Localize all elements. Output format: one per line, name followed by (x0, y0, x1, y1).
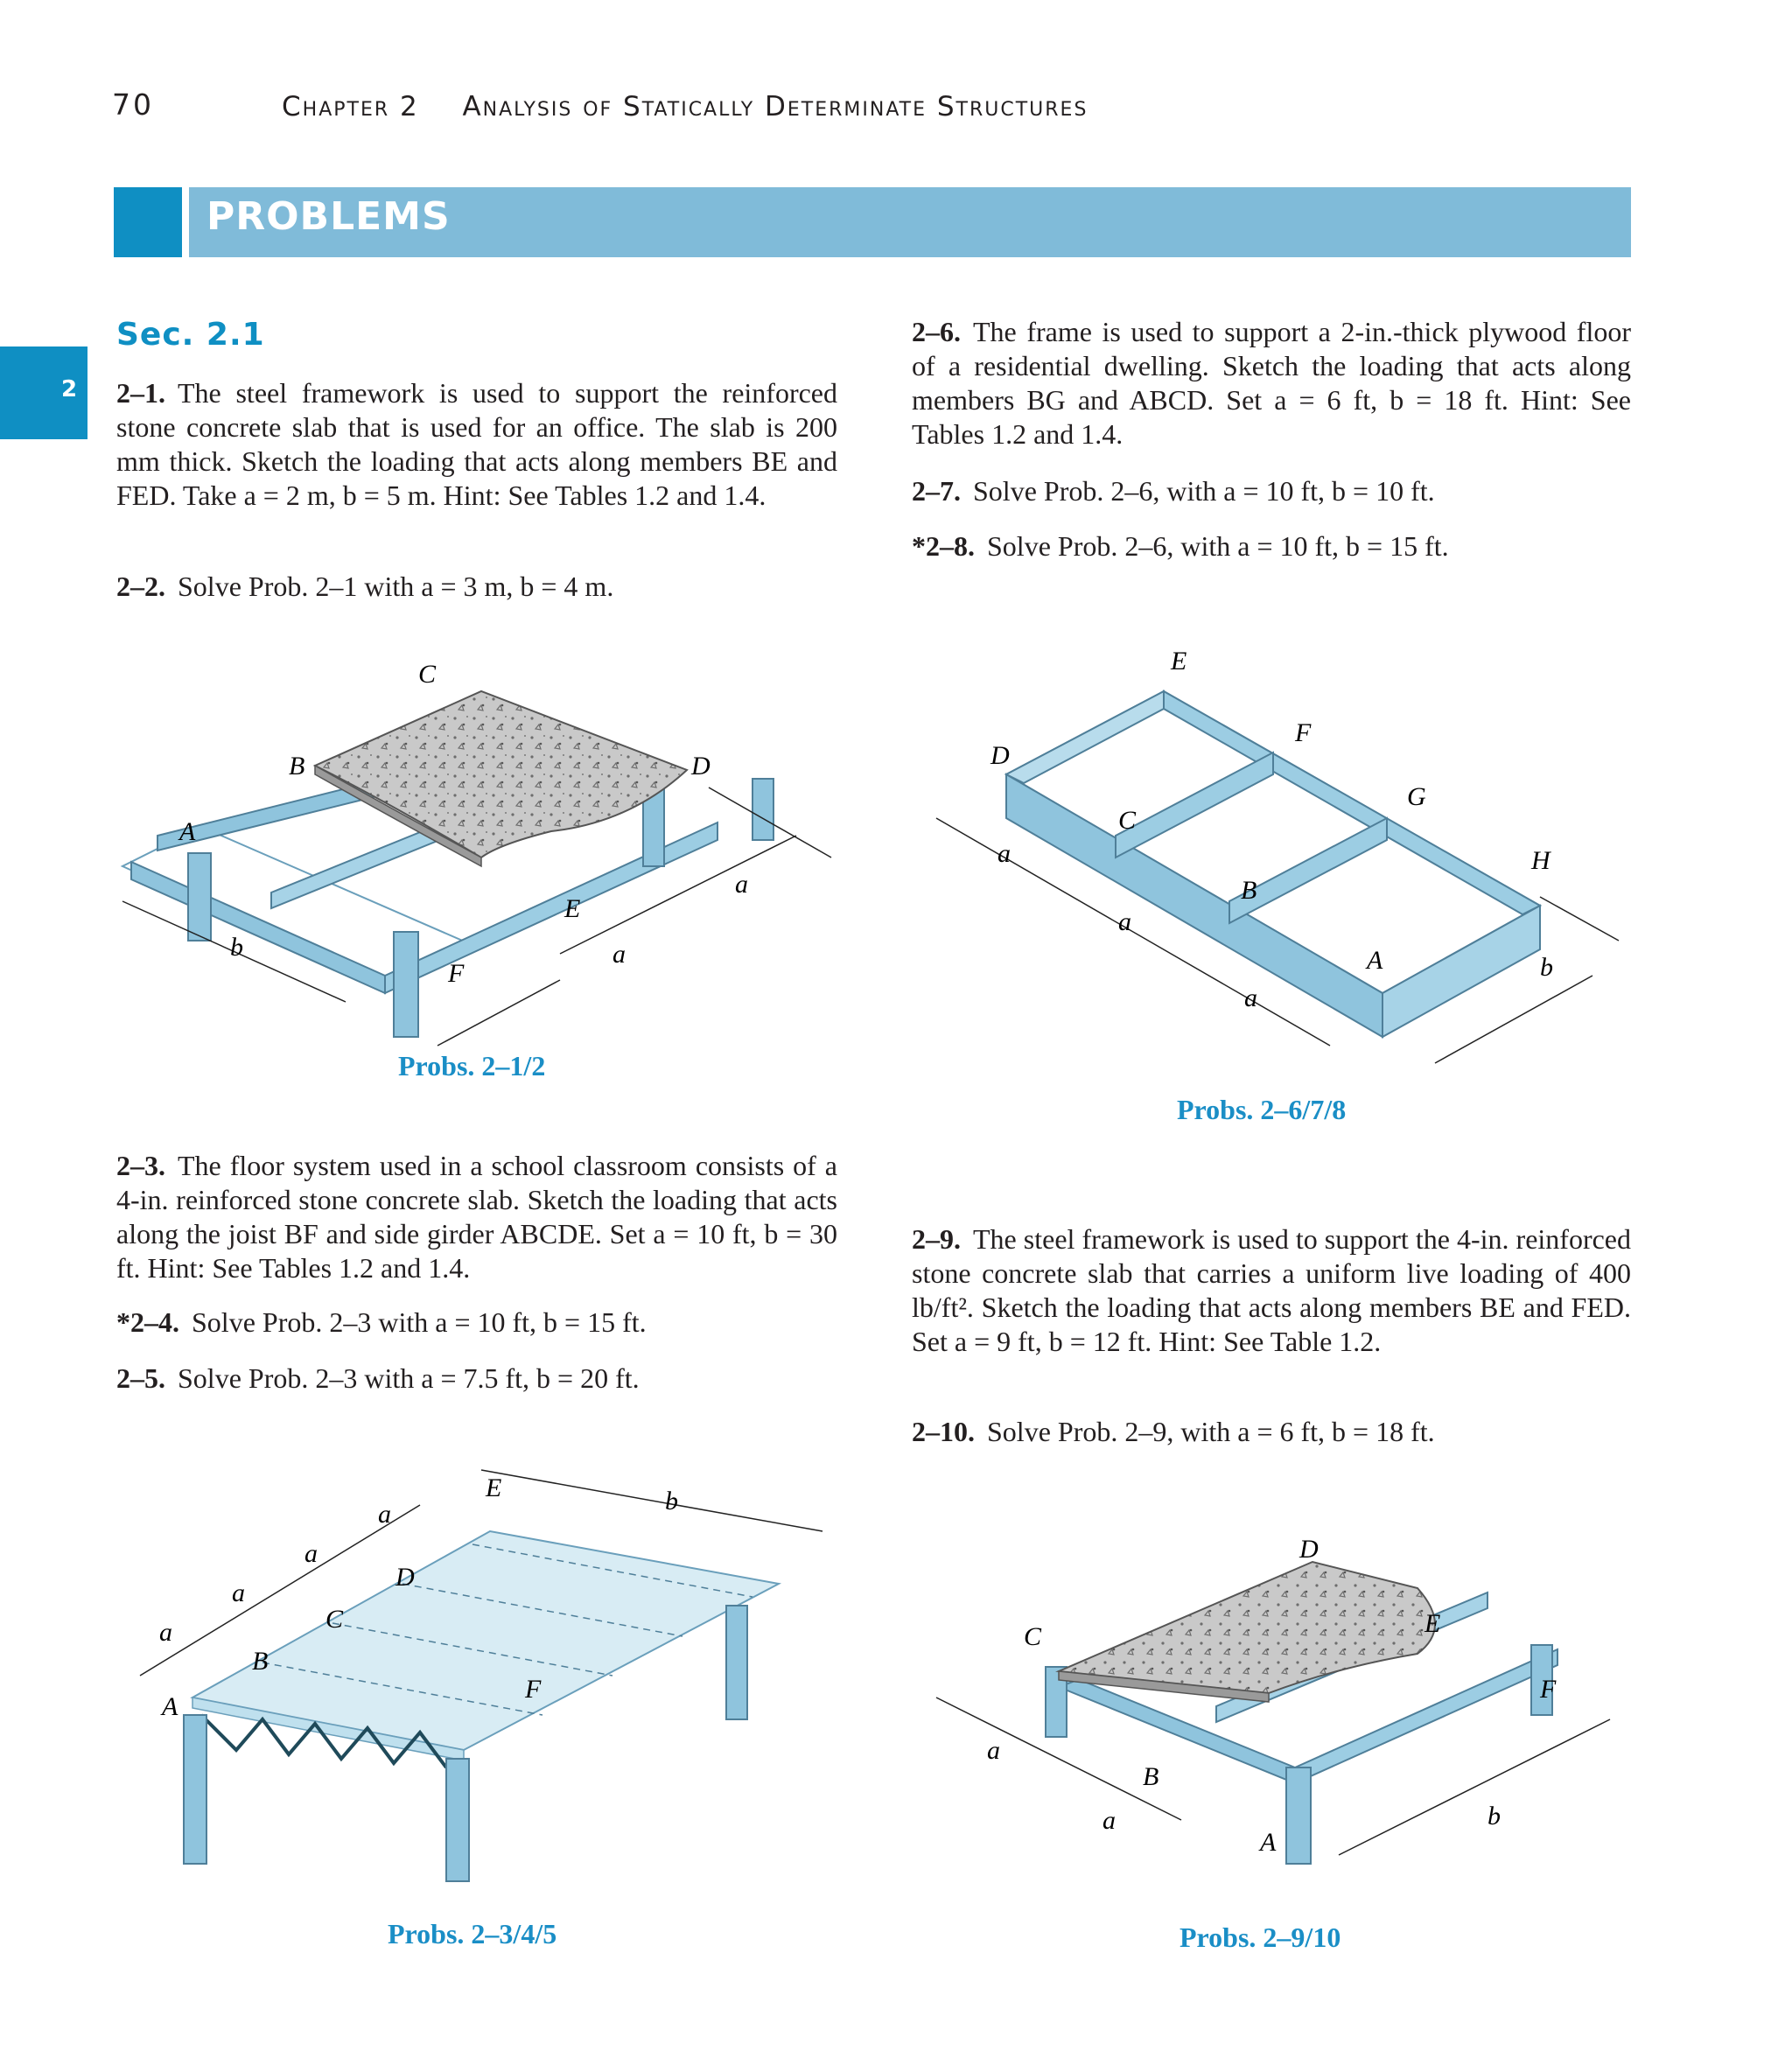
figure-probs-2-1-2 (105, 656, 858, 1059)
problem-number: 2–6. (912, 316, 961, 347)
figure-probs-2-6-7-8 (928, 643, 1628, 1072)
problem-number: *2–8. (912, 530, 975, 562)
figure-probs-2-9-10 (928, 1522, 1628, 1890)
problem-number: 2–2. (116, 570, 165, 602)
caption-probs-2-6-7-8: Probs. 2–6/7/8 (1177, 1094, 1347, 1125)
label-B: B (1241, 876, 1257, 905)
label-b: b (230, 933, 243, 962)
label-H: H (1531, 846, 1550, 875)
label-C: C (326, 1605, 344, 1634)
problem-number: 2–1. (116, 377, 165, 409)
label-a: a (1118, 907, 1131, 936)
label-E: E (1171, 647, 1187, 676)
label-E: E (564, 894, 581, 923)
chapter-label: Chapter 2 (282, 91, 419, 122)
chapter-tab-number: 2 (61, 376, 78, 402)
problems-title: PROBLEMS (206, 194, 451, 239)
label-A: A (179, 817, 196, 846)
label-B: B (252, 1647, 269, 1676)
label-B: B (1143, 1762, 1159, 1791)
problem-text: Solve Prob. 2–1 with a = 3 m, b = 4 m. (178, 570, 614, 602)
problem-2-7 (912, 474, 1631, 508)
label-a: a (378, 1500, 391, 1529)
problem-text: The frame is used to support a 2-in.-thick plywood floor of a residential dwelling. Sketch the loading that acts along members BG and ABCD. Set a = 6 ft, b = 18 ft. Hint: See Tables 1.2 and 1.4. (912, 316, 1631, 450)
problem-text: The steel framework is used to support the 4-in. reinforced stone concrete slab that carries a uniform live loading of 400 lb/ft². Sketch the loading that acts along members BE and FED. Set a = 9 ft, b = 12 ft. Hint: See Table 1.2. (912, 1223, 1631, 1357)
label-a: a (1102, 1806, 1116, 1835)
label-b: b (1540, 953, 1553, 982)
problem-2-2 (116, 570, 837, 604)
problem-2-4 (116, 1306, 837, 1340)
problem-2-9 (912, 1222, 1631, 1359)
problem-text: Solve Prob. 2–6, with a = 10 ft, b = 10 ft. (973, 475, 1435, 507)
label-a: a (1244, 984, 1257, 1012)
label-G: G (1407, 782, 1426, 811)
problem-number: *2–4. (116, 1306, 179, 1338)
label-A: A (162, 1692, 178, 1721)
band-accent (114, 187, 182, 257)
problem-2-1 (116, 376, 837, 513)
label-E: E (1424, 1609, 1441, 1638)
label-C: C (1024, 1622, 1042, 1651)
problem-2-5 (116, 1362, 837, 1396)
problem-text: Solve Prob. 2–6, with a = 10 ft, b = 15 ft. (987, 530, 1449, 562)
label-a: a (232, 1578, 245, 1607)
caption-probs-2-9-10: Probs. 2–9/10 (1180, 1922, 1341, 1953)
problem-text: The floor system used in a school classroom consists of a 4-in. reinforced stone concrete slab. Sketch the loading that acts along the joist BF and side girder ABCDE. Set a = 10 ft, b = 30 ft. Hint: See Tables 1.2 and 1.4. (116, 1150, 837, 1284)
label-A: A (1260, 1828, 1277, 1857)
label-D: D (396, 1563, 415, 1592)
caption-probs-2-1-2: Probs. 2–1/2 (398, 1050, 546, 1082)
figure-probs-2-3-4-5 (131, 1452, 831, 1890)
problem-text: The steel framework is used to support the reinforced stone concrete slab that is used for an office. The slab is 200 mm thick. Sketch the loading that acts along members BE and FED. Take a = 2 m, b = 5 m. Hint: See Tables 1.2 and 1.4. (116, 377, 837, 511)
label-a: a (159, 1618, 172, 1647)
label-a: a (612, 940, 626, 969)
label-C: C (418, 660, 437, 689)
problem-text: Solve Prob. 2–3 with a = 10 ft, b = 15 ft. (192, 1306, 647, 1338)
caption-probs-2-3-4-5: Probs. 2–3/4/5 (388, 1918, 557, 1950)
label-F: F (448, 959, 465, 988)
label-D: D (1299, 1535, 1319, 1564)
label-E: E (486, 1474, 502, 1502)
problem-text: Solve Prob. 2–3 with a = 7.5 ft, b = 20 ft. (178, 1362, 640, 1394)
problem-text: Solve Prob. 2–9, with a = 6 ft, b = 18 ft. (987, 1416, 1435, 1447)
label-D: D (691, 752, 710, 780)
label-F: F (1295, 718, 1312, 747)
section-title: Sec. 2.1 (116, 317, 265, 353)
chapter-title: Analysis of Statically Determinate Structures (462, 91, 1088, 122)
page-number: 70 (112, 88, 154, 122)
label-C: C (1118, 806, 1137, 835)
problem-number: 2–10. (912, 1416, 975, 1447)
problem-2-10 (912, 1415, 1631, 1449)
label-a: a (304, 1539, 318, 1568)
label-A: A (1367, 946, 1383, 975)
label-F: F (525, 1675, 542, 1704)
label-F: F (1540, 1675, 1557, 1704)
problem-number: 2–5. (116, 1362, 165, 1394)
problem-number: 2–3. (116, 1150, 165, 1181)
label-b: b (665, 1487, 678, 1516)
problem-number: 2–7. (912, 475, 961, 507)
label-a: a (735, 870, 748, 899)
problem-2-6 (912, 315, 1631, 452)
label-D: D (990, 741, 1010, 770)
problem-2-3 (116, 1149, 837, 1285)
problem-2-8 (912, 529, 1631, 564)
problem-number: 2–9. (912, 1223, 961, 1255)
label-B: B (289, 752, 305, 780)
label-a: a (987, 1736, 1000, 1765)
label-a: a (998, 839, 1011, 868)
running-head (282, 91, 1088, 122)
label-b: b (1488, 1802, 1501, 1830)
